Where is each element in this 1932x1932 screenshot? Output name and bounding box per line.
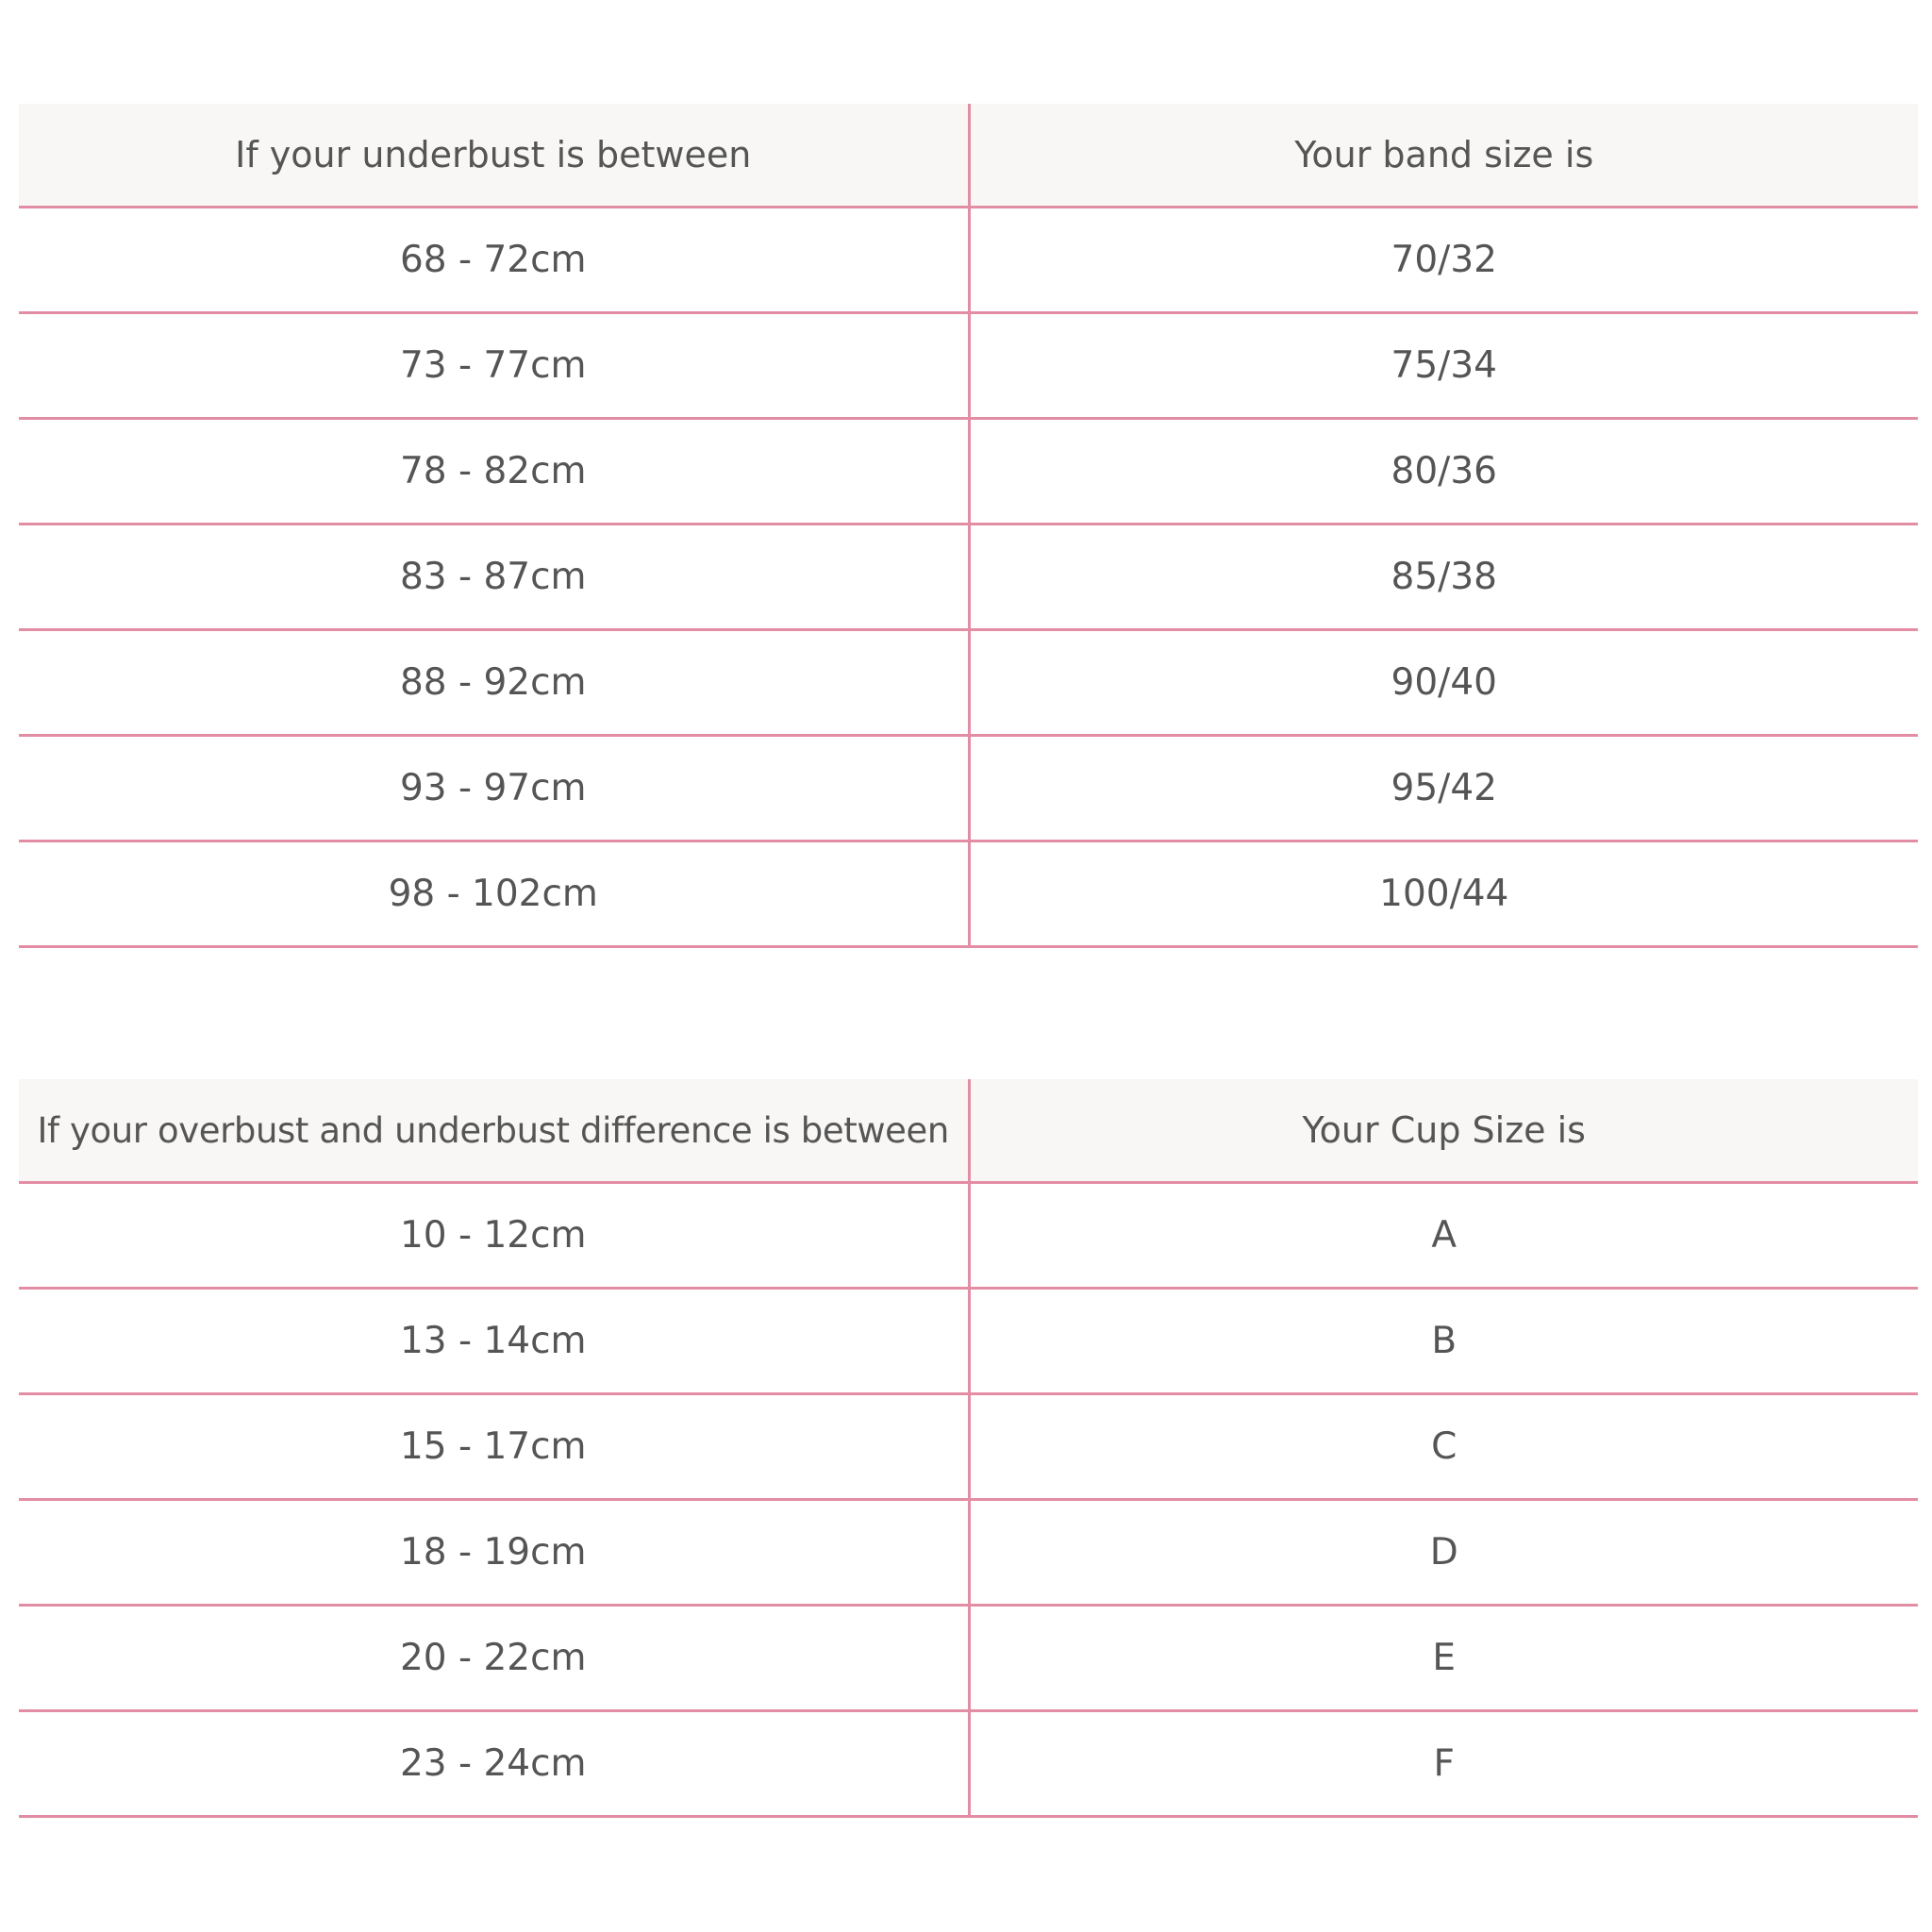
band-size-cell: 70/32 <box>969 208 1918 313</box>
cup-size-cell: F <box>969 1711 1918 1817</box>
table-row <box>19 841 1918 947</box>
cup-size-table <box>19 1079 1918 1818</box>
band-size-cell: 100/44 <box>969 841 1918 947</box>
bust-difference-header: If your overbust and underbust difference is between <box>19 1079 969 1183</box>
band-size-cell: 95/42 <box>969 736 1918 841</box>
cup-size-cell: E <box>969 1606 1918 1711</box>
cup-size-cell: C <box>969 1394 1918 1500</box>
underbust-range-cell: 93 - 97cm <box>19 736 969 841</box>
underbust-range-cell: 78 - 82cm <box>19 419 969 525</box>
table-row <box>19 208 1918 313</box>
bust-difference-cell: 20 - 22cm <box>19 1606 969 1711</box>
underbust-range-cell: 68 - 72cm <box>19 208 969 313</box>
band-size-header: Your band size is <box>969 104 1918 208</box>
band-size-table <box>19 104 1918 948</box>
table-row <box>19 1289 1918 1394</box>
underbust-range-cell: 73 - 77cm <box>19 313 969 419</box>
table-row <box>19 1606 1918 1711</box>
table-row <box>19 525 1918 630</box>
table-row <box>19 1711 1918 1817</box>
table-row <box>19 1183 1918 1289</box>
table-header-row <box>19 104 1918 208</box>
band-size-cell: 90/40 <box>969 630 1918 736</box>
table-row <box>19 630 1918 736</box>
table-row <box>19 736 1918 841</box>
table-row <box>19 1394 1918 1500</box>
band-size-cell: 85/38 <box>969 525 1918 630</box>
table-row <box>19 1500 1918 1606</box>
underbust-range-cell: 83 - 87cm <box>19 525 969 630</box>
band-size-cell: 75/34 <box>969 313 1918 419</box>
cup-size-cell: B <box>969 1289 1918 1394</box>
underbust-range-cell: 88 - 92cm <box>19 630 969 736</box>
underbust-range-cell: 98 - 102cm <box>19 841 969 947</box>
bust-difference-cell: 18 - 19cm <box>19 1500 969 1606</box>
table-row <box>19 313 1918 419</box>
bust-difference-cell: 10 - 12cm <box>19 1183 969 1289</box>
cup-size-header: Your Cup Size is <box>969 1079 1918 1183</box>
cup-size-cell: A <box>969 1183 1918 1289</box>
cup-size-cell: D <box>969 1500 1918 1606</box>
bust-difference-cell: 15 - 17cm <box>19 1394 969 1500</box>
underbust-range-header: If your underbust is between <box>19 104 969 208</box>
bust-difference-cell: 23 - 24cm <box>19 1711 969 1817</box>
band-size-cell: 80/36 <box>969 419 1918 525</box>
bust-difference-cell: 13 - 14cm <box>19 1289 969 1394</box>
table-header-row <box>19 1079 1918 1183</box>
table-row <box>19 419 1918 525</box>
